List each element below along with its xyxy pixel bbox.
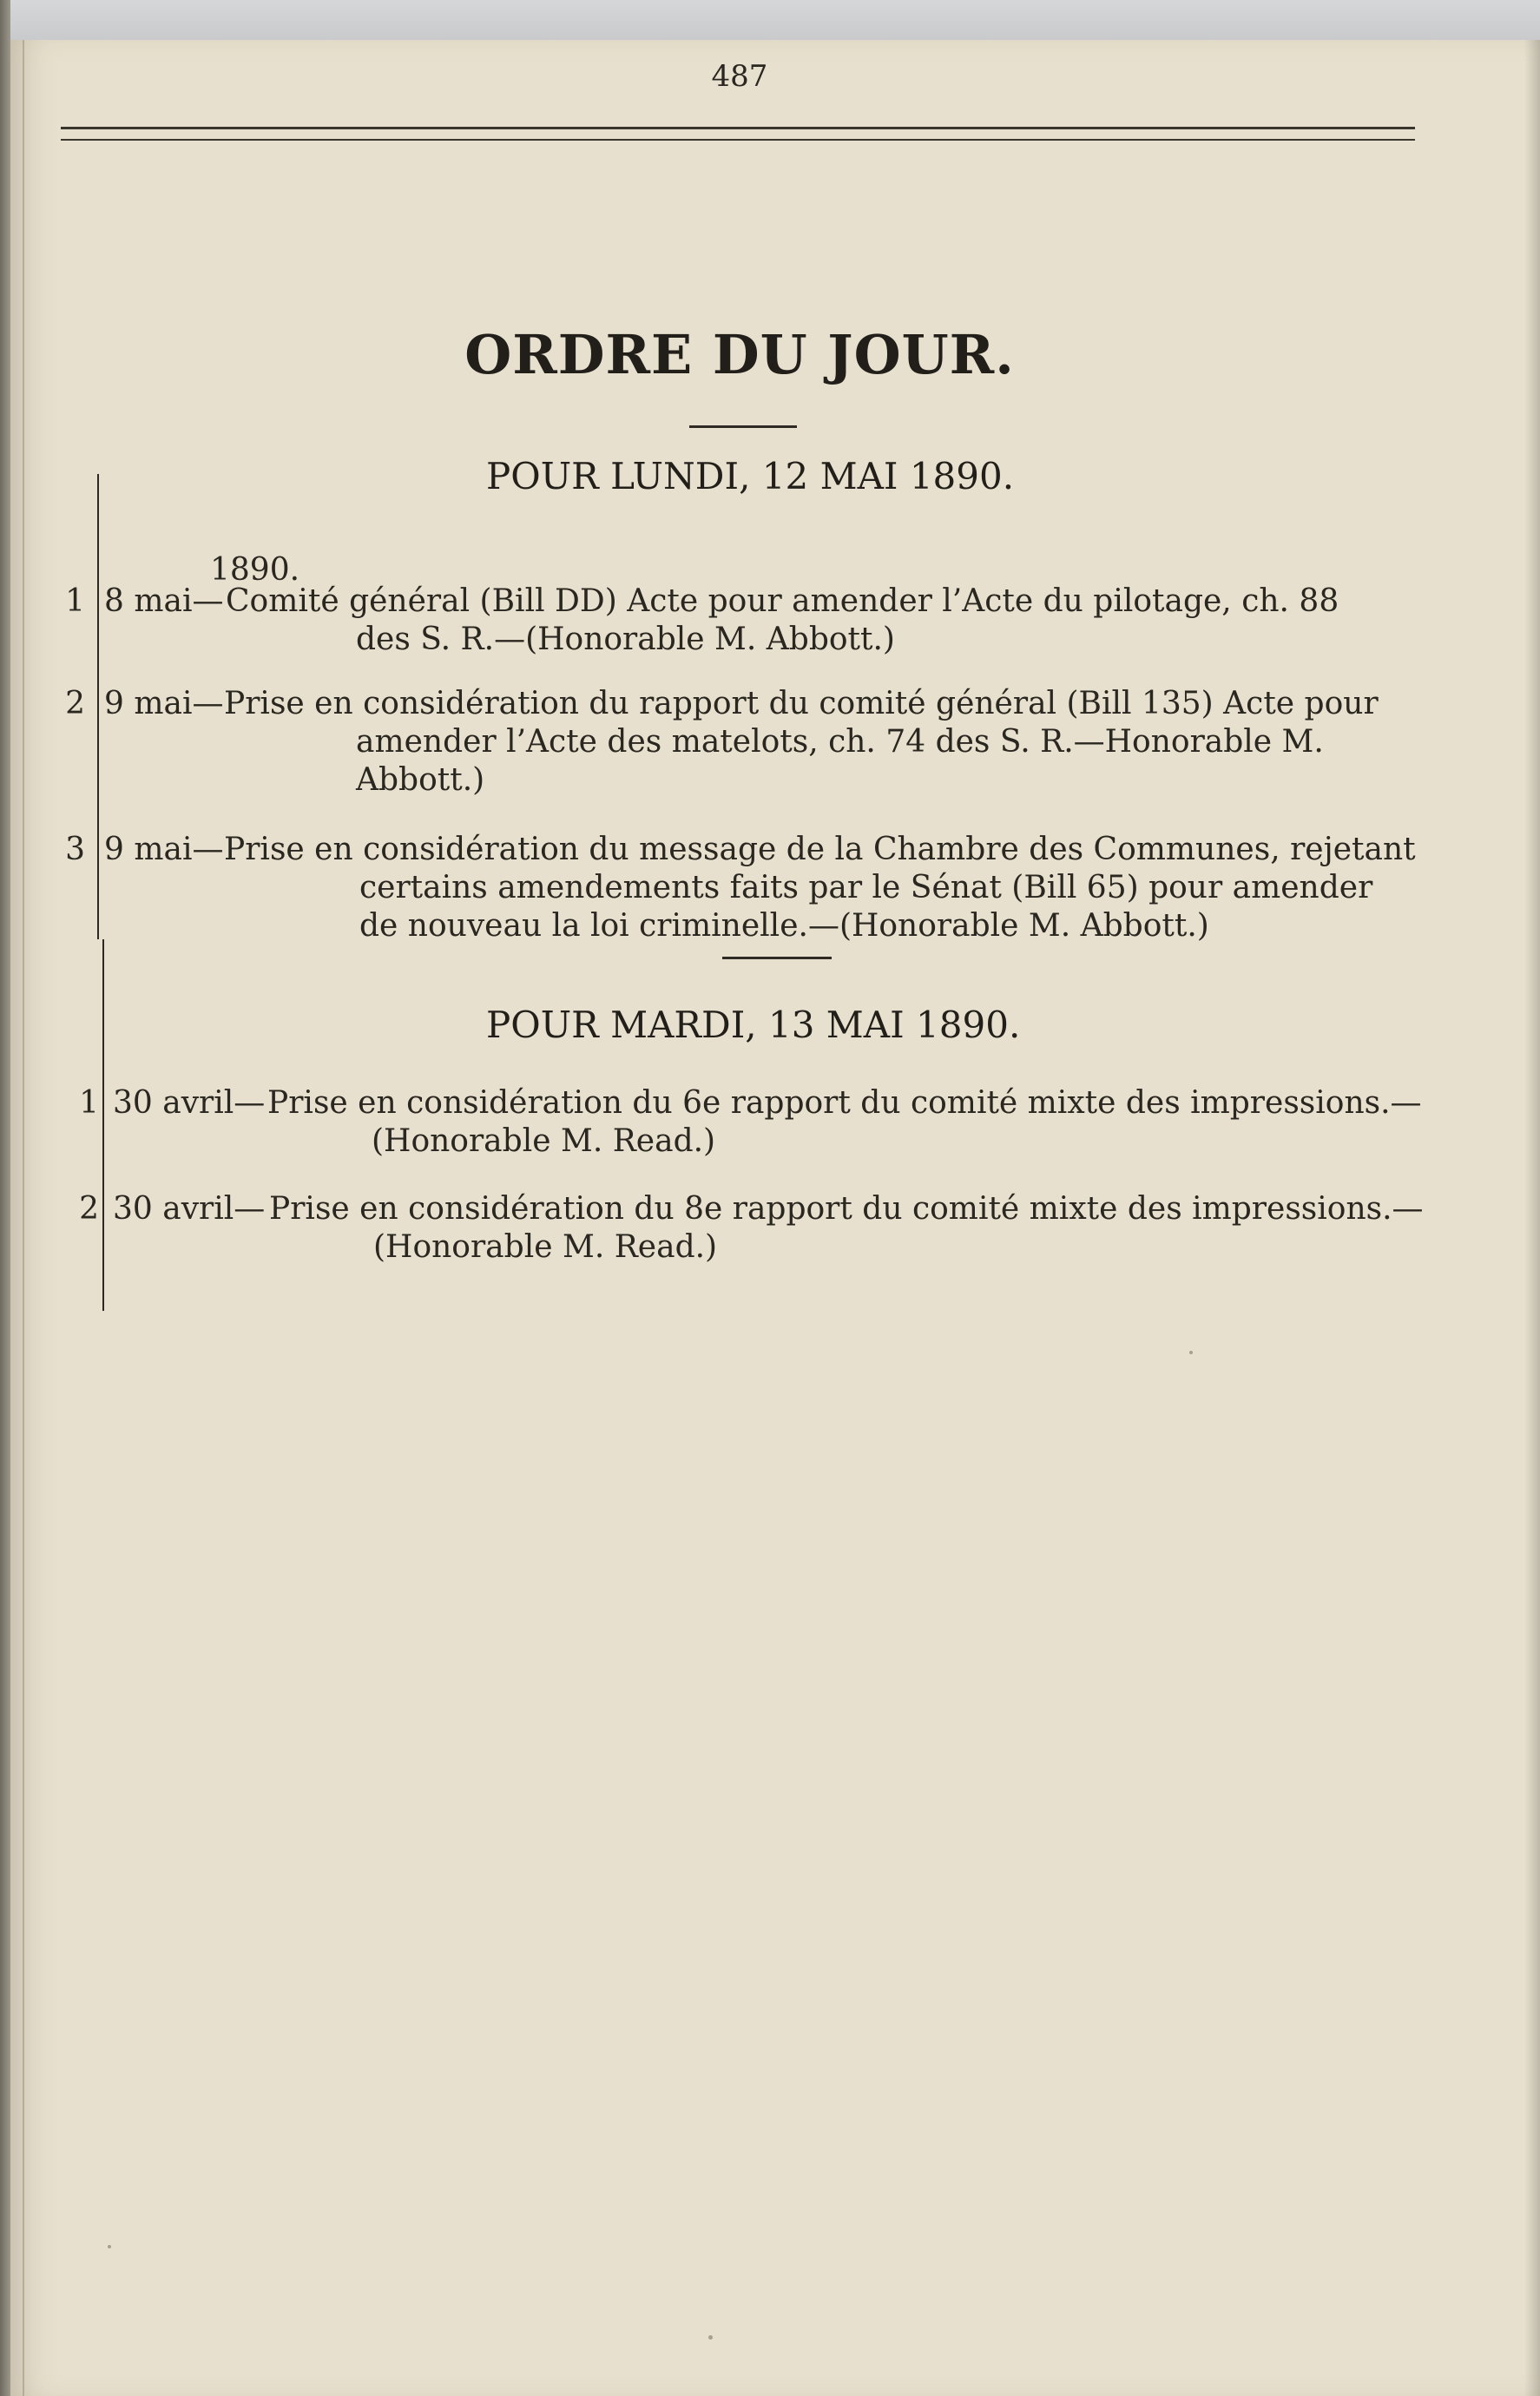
entry-text-line: Prise en considération du 8e rapport du comité mixte des impressions.— bbox=[269, 1191, 1424, 1227]
entry-number: 1 bbox=[79, 1085, 99, 1121]
page-title: ORDRE DU JOUR. bbox=[464, 323, 1015, 386]
page-right-shadow bbox=[1524, 40, 1540, 2396]
margin-line-tuesday bbox=[102, 939, 104, 1311]
section-divider bbox=[722, 957, 832, 959]
entry-text-line: Prise en considération du rapport du comité général (Bill 135) Acte pour bbox=[224, 686, 1379, 721]
header-rule-top bbox=[61, 127, 1415, 129]
entry-date: 9 mai— bbox=[104, 832, 224, 867]
page-fold-line bbox=[23, 40, 24, 2396]
year-label: 1890. bbox=[210, 552, 300, 588]
entry-number: 1 bbox=[65, 583, 85, 619]
entry-date: 30 avril— bbox=[113, 1191, 266, 1227]
scan-speck bbox=[708, 2335, 713, 2340]
entry-date: 9 mai— bbox=[104, 686, 224, 721]
scan-speck bbox=[1189, 1351, 1193, 1354]
entry-text-line: de nouveau la loi criminelle.—(Honorable M. Abbott.) bbox=[359, 908, 1209, 944]
section-heading-tuesday: POUR MARDI, 13 MAI 1890. bbox=[486, 1004, 1021, 1046]
title-divider bbox=[689, 425, 797, 428]
entry-text-line: (Honorable M. Read.) bbox=[373, 1229, 718, 1265]
margin-line-monday bbox=[97, 474, 99, 939]
entry-number: 2 bbox=[65, 686, 85, 721]
entry-text-line: des S. R.—(Honorable M. Abbott.) bbox=[356, 622, 895, 657]
entry-text-line: amender l’Acte des matelots, ch. 74 des S. R.—Honorable M. bbox=[356, 724, 1324, 760]
page-number: 487 bbox=[711, 59, 768, 94]
entry-number: 3 bbox=[65, 832, 85, 867]
entry-number: 2 bbox=[79, 1191, 99, 1227]
section-heading-monday: POUR LUNDI, 12 MAI 1890. bbox=[486, 455, 1015, 497]
entry-text-line: Comité général (Bill DD) Acte pour amender l’Acte du pilotage, ch. 88 bbox=[226, 583, 1339, 619]
entry-text-line: (Honorable M. Read.) bbox=[372, 1123, 716, 1159]
scan-speck bbox=[108, 2245, 111, 2248]
scan-left-edge bbox=[0, 0, 10, 2396]
entry-text-line: Prise en considération du 6e rapport du comité mixte des impressions.— bbox=[267, 1085, 1422, 1121]
entry-date: 8 mai— bbox=[104, 583, 224, 619]
entry-text-line: Abbott.) bbox=[356, 762, 485, 798]
scan-top-band bbox=[0, 0, 1540, 40]
document-page bbox=[10, 40, 1540, 2396]
entry-text-line: certains amendements faits par le Sénat (Bill 65) pour amender bbox=[359, 870, 1373, 905]
header-rule-bottom bbox=[61, 139, 1415, 141]
entry-date: 30 avril— bbox=[113, 1085, 266, 1121]
entry-text-line: Prise en considération du message de la Chambre des Communes, rejetant bbox=[224, 832, 1416, 867]
